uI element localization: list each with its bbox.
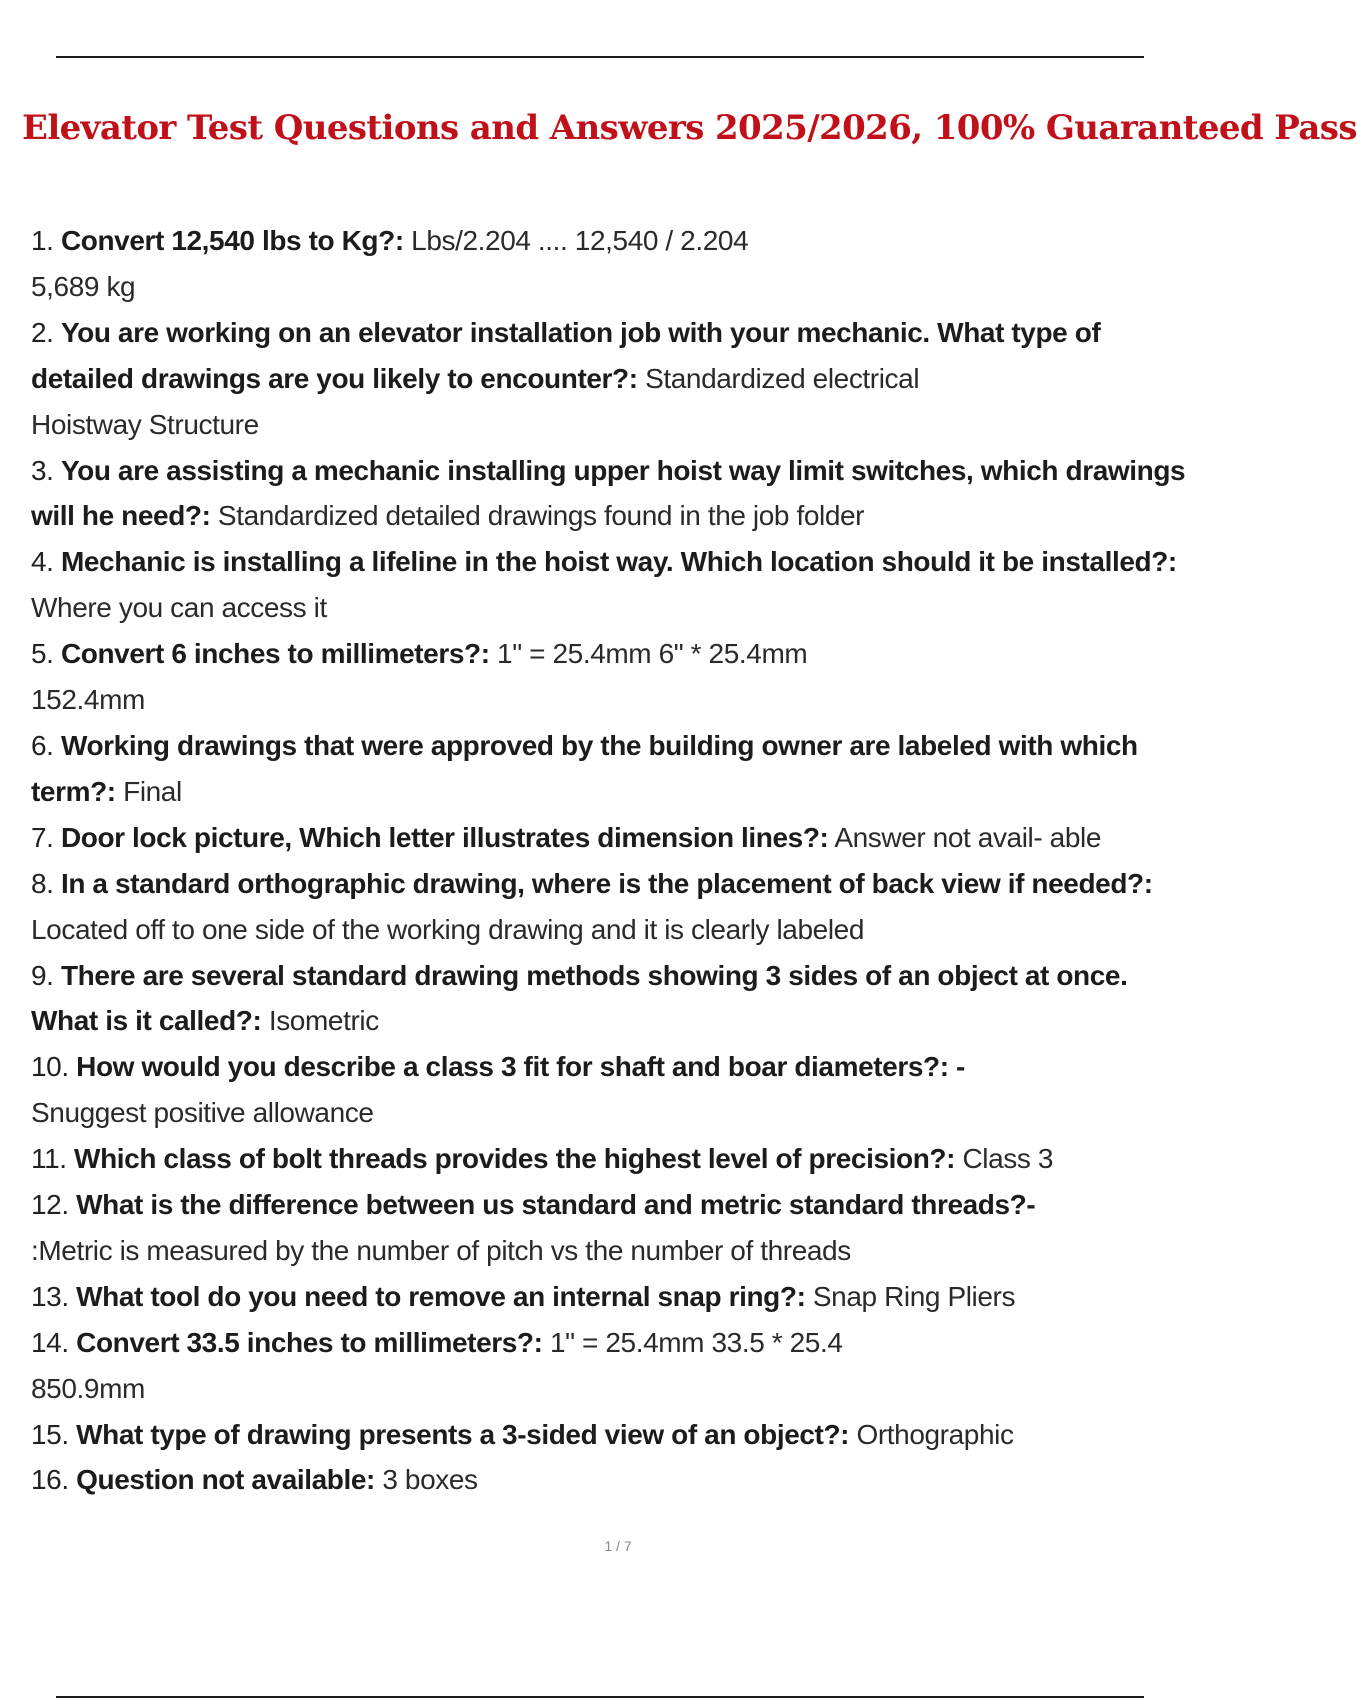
qa-item-9 xyxy=(31,953,1191,1045)
question-list xyxy=(31,218,1191,1503)
question-text: How would you describe a class 3 fit for shaft and boar diameters?: xyxy=(76,1051,949,1083)
qa-item-1 xyxy=(31,218,1191,310)
question-text: What type of drawing presents a 3-sided view of an object?: xyxy=(76,1418,850,1450)
question-text: Question not available: xyxy=(76,1464,375,1496)
item-number: 6. xyxy=(31,729,54,761)
answer-text: 1" = 25.4mm 6" * 25.4mm xyxy=(497,638,808,670)
answer-text: Where you can access it xyxy=(31,592,327,624)
item-number: 10. xyxy=(31,1051,69,1083)
qa-item-6 xyxy=(31,723,1191,815)
item-number: 15. xyxy=(31,1418,69,1450)
item-number: 9. xyxy=(31,959,54,991)
answer-text: Orthographic xyxy=(856,1418,1014,1450)
answer-text: Standardized electrical xyxy=(645,362,920,394)
answer-continuation: Snuggest positive allowance xyxy=(31,1097,374,1129)
qa-item-2 xyxy=(31,310,1191,448)
answer-continuation: 850.9mm xyxy=(31,1372,145,1404)
question-text: Convert 12,540 lbs to Kg?: xyxy=(60,225,404,256)
qa-item-7 xyxy=(31,815,1191,861)
top-rule xyxy=(56,56,1144,58)
qa-item-10 xyxy=(31,1044,1191,1136)
item-number: 4. xyxy=(31,546,54,578)
qa-item-16 xyxy=(31,1457,1191,1503)
answer-text: Snap Ring Pliers xyxy=(812,1280,1016,1312)
answer-text: Class 3 xyxy=(962,1143,1054,1175)
answer-text: Lbs/2.204 .... 12,540 / 2.204 xyxy=(411,225,749,256)
question-text: You are assisting a mechanic installing upper hoist way limit switches, which drawings will he need?: xyxy=(31,454,1186,532)
item-number: 13. xyxy=(31,1280,69,1312)
answer-text: Final xyxy=(123,775,182,807)
qa-item-15 xyxy=(31,1412,1191,1458)
question-text: Mechanic is installing a lifeline in the hoist way. Which location should it be installed?: xyxy=(60,546,1177,578)
page-number: 1 / 7 xyxy=(604,1538,632,1554)
question-text: Door lock picture, Which letter illustrates dimension lines?: xyxy=(60,821,829,853)
qa-item-8 xyxy=(31,861,1191,953)
answer-text: Answer not avail- able xyxy=(834,821,1102,853)
bottom-rule xyxy=(56,1696,1144,1698)
question-text: Convert 33.5 inches to millimeters?: xyxy=(76,1326,543,1358)
item-number: 12. xyxy=(31,1189,69,1221)
answer-text: 1" = 25.4mm 33.5 * 25.4 xyxy=(549,1326,843,1358)
document-title: Elevator Test Questions and Answers 2025/2026, 100% Guaranteed Pass xyxy=(22,108,1357,148)
question-text: You are working on an elevator installation job with your mechanic. What type of detailed drawings are you likely to encounter?: xyxy=(31,316,1101,394)
qa-item-14 xyxy=(31,1320,1191,1412)
item-number: 5. xyxy=(31,638,54,670)
answer-text: Located off to one side of the working drawing and it is clearly labeled xyxy=(31,913,864,945)
item-number: 1. xyxy=(31,225,54,256)
qa-item-4 xyxy=(31,539,1191,631)
item-number: 7. xyxy=(31,821,54,853)
qa-item-13 xyxy=(31,1274,1191,1320)
question-text: Working drawings that were approved by the building owner are labeled with which term?: xyxy=(31,729,1138,807)
item-number: 8. xyxy=(31,867,54,899)
question-text: There are several standard drawing methods showing 3 sides of an object at once. What is it called?: xyxy=(31,959,1128,1037)
qa-item-3 xyxy=(31,448,1191,540)
answer-text: Isometric xyxy=(268,1005,379,1037)
item-number: 14. xyxy=(31,1326,69,1358)
item-number: 2. xyxy=(31,316,54,348)
answer-continuation: 152.4mm xyxy=(31,684,145,716)
qa-item-11 xyxy=(31,1136,1191,1182)
question-text: Convert 6 inches to millimeters?: xyxy=(60,638,490,670)
question-text: In a standard orthographic drawing, where is the placement of back view if needed?: xyxy=(60,867,1153,899)
answer-text: 3 boxes xyxy=(382,1464,478,1496)
question-text: What is the difference between us standard and metric standard threads?- xyxy=(76,1189,1036,1221)
item-number: 16. xyxy=(31,1464,69,1496)
item-number: 3. xyxy=(31,454,54,486)
answer-text: :Metric is measured by the number of pitch vs the number of threads xyxy=(31,1234,851,1266)
item-number: 11. xyxy=(31,1143,67,1175)
question-text: Which class of bolt threads provides the highest level of precision?: xyxy=(74,1143,956,1175)
answer-text: Standardized detailed drawings found in the job folder xyxy=(217,500,865,532)
qa-item-12 xyxy=(31,1182,1191,1274)
qa-item-5 xyxy=(31,631,1191,723)
question-text: What tool do you need to remove an internal snap ring?: xyxy=(76,1280,806,1312)
answer-continuation: 5,689 kg xyxy=(31,270,136,302)
answer-continuation: Hoistway Structure xyxy=(31,408,259,440)
answer-text: - xyxy=(956,1051,965,1083)
